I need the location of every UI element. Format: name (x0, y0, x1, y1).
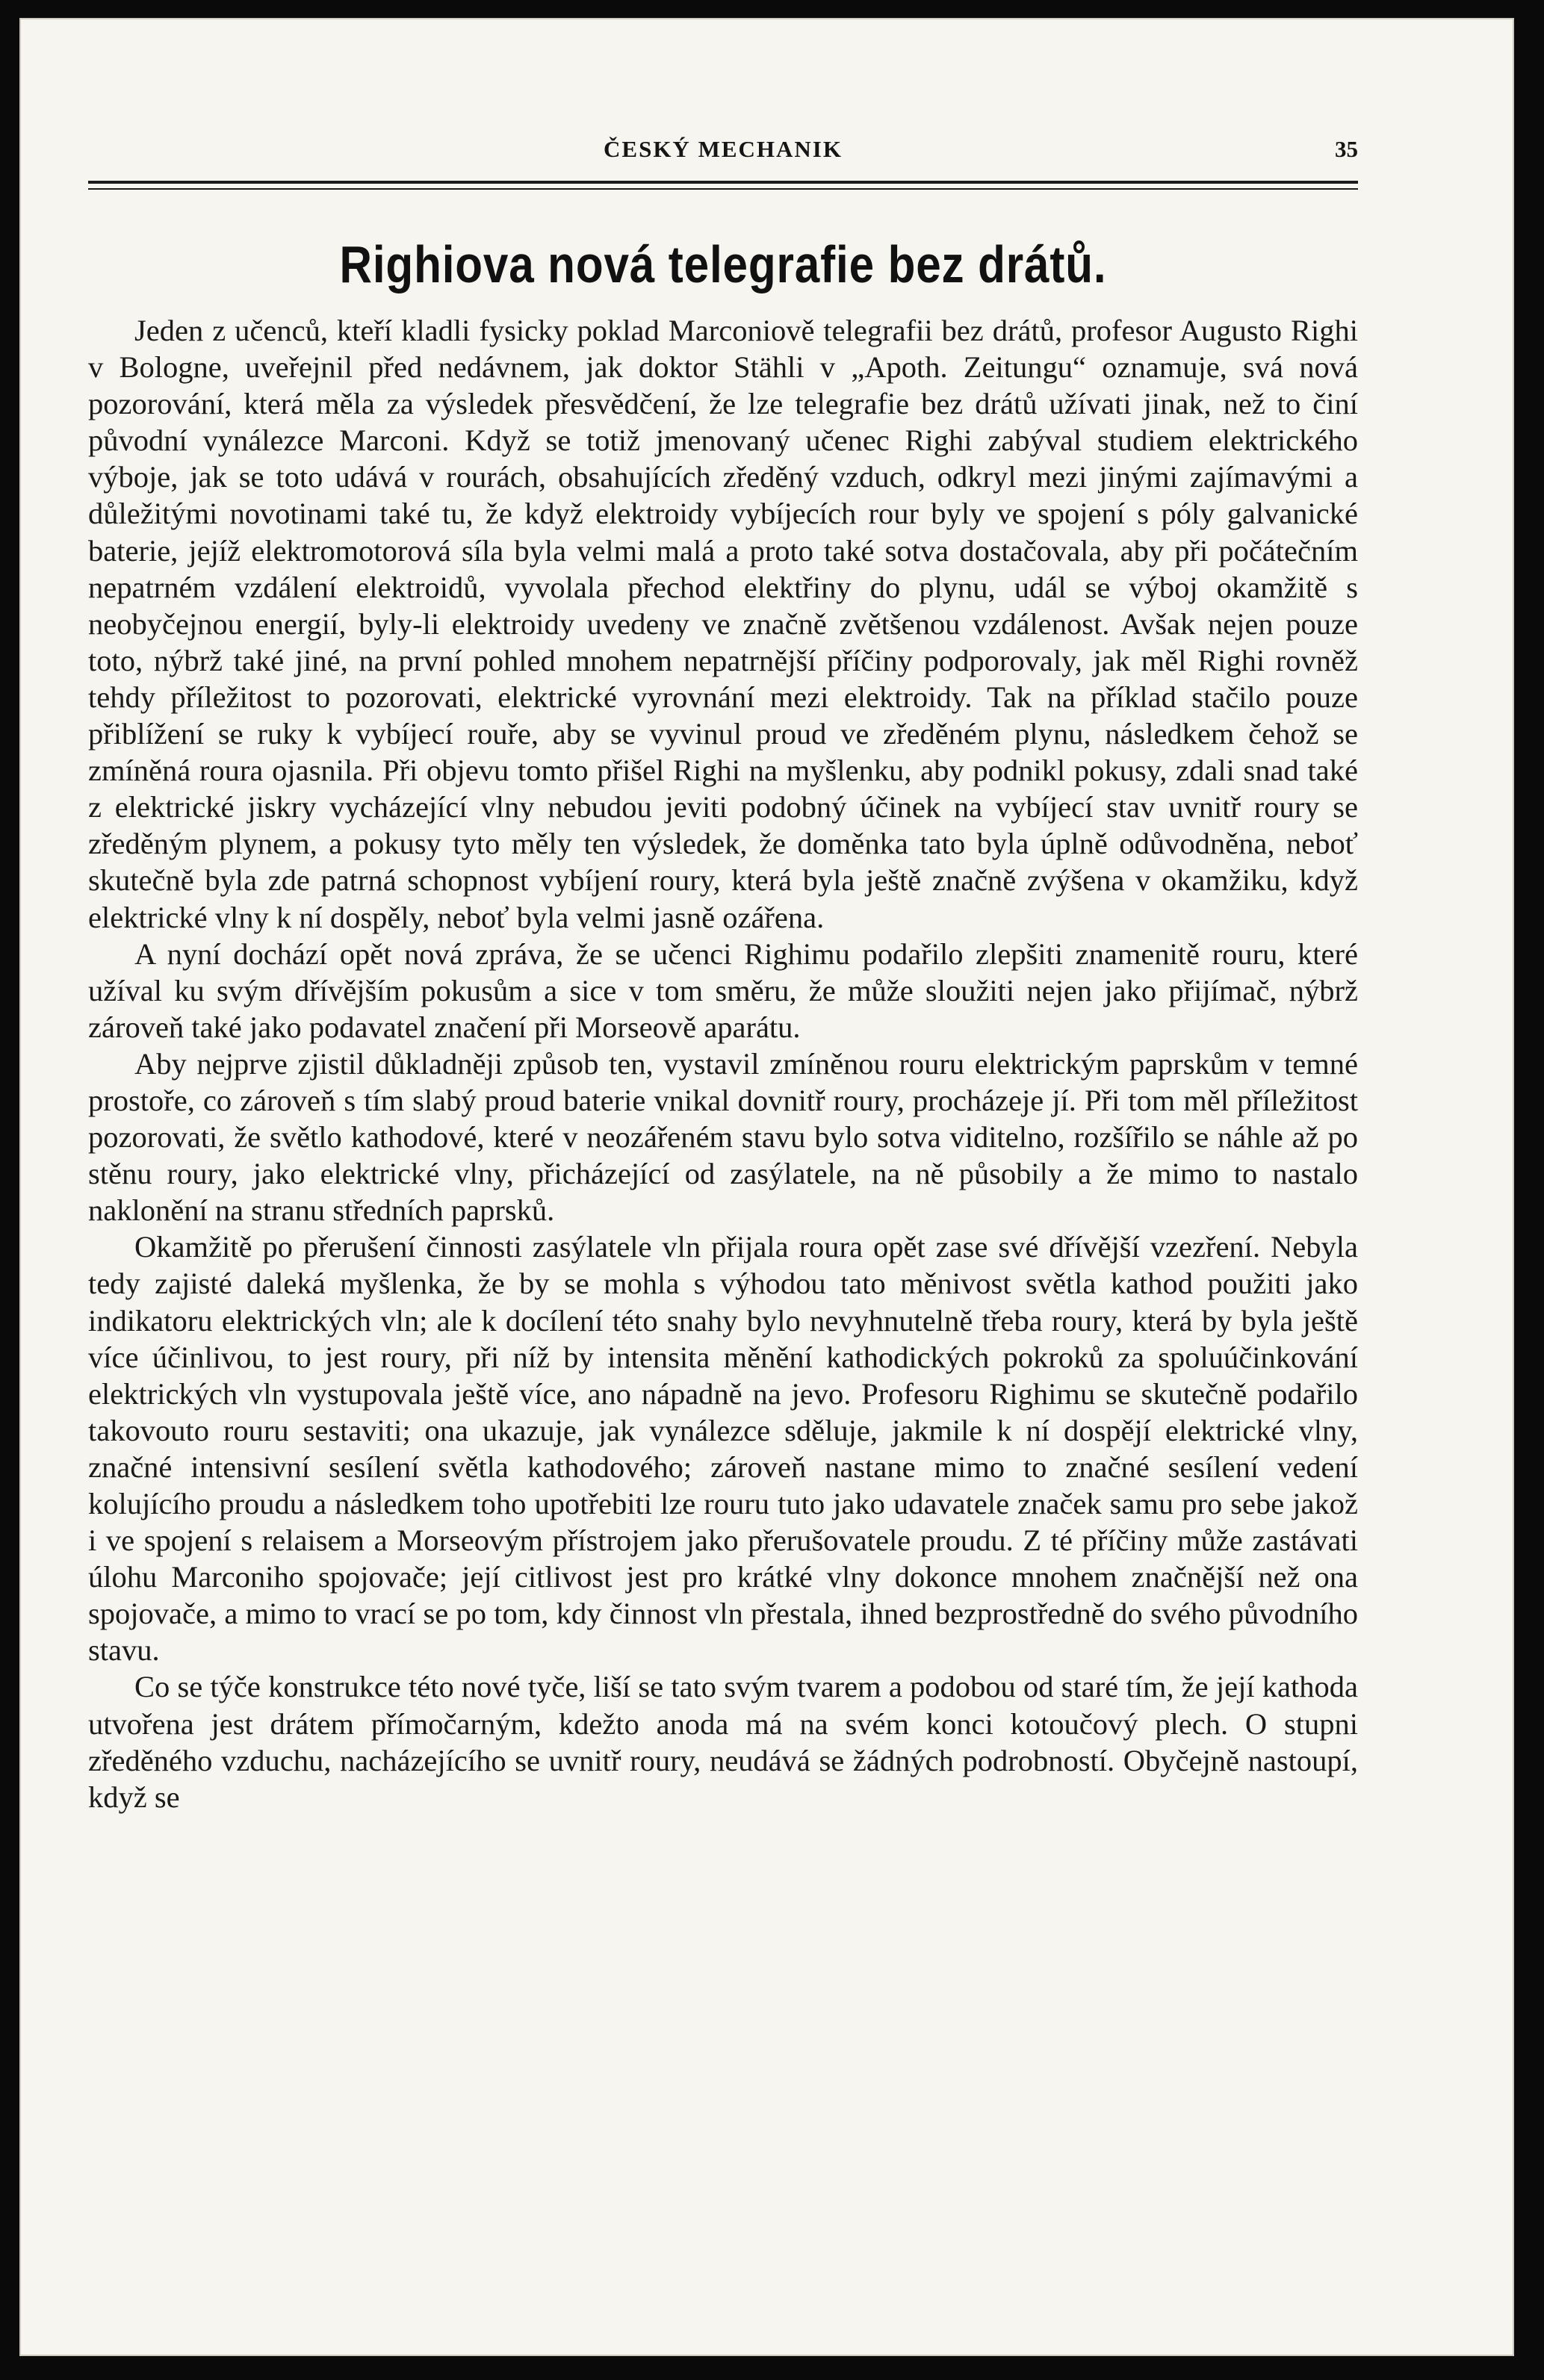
header-rule-thick (88, 181, 1358, 184)
running-title: ČESKÝ MECHANIK (604, 136, 843, 162)
paragraph: Jeden z učenců, kteří kladli fysicky poklad Marconiově telegrafii bez drátů, profesor Augusto Righi v Bologne, uveřejnil před nedávnem, jak doktor Stähli v „Apoth. Zeitungu“ oznamuje, svá nová pozorování, která měla za výsledek přesvědčení, že lze telegrafie bez drátů užívati jinak, než to činí původní vynálezce Marconi. Když se totiž jmenovaný učenec Righi zabýval studiem elektrického výboje, jak se toto udává v rourách, obsahujících zředěný vzduch, odkryl mezi jinými zajímavými a důležitými novotinami také tu, že když elektroidy vybíjecích rour byly ve spojení s póly galvanické baterie, jejíž elektromotorová síla byla velmi malá a proto také sotva dostačovala, aby při počátečním nepatrném vzdálení elektroidů, vyvolala přechod elektřiny do plynu, udál se výboj okamžitě s neobyčejnou energií, byly-li elektroidy uvedeny ve značně zvětšenou vzdálenost. Avšak nejen pouze toto, nýbrž také jiné, na první pohled mnohem nepatrnější příčiny podporovaly, jak měl Righi rovněž tehdy příležitost to pozorovati, elektrické vyrovnání mezi elektroidy. Tak na příklad stačilo pouze přiblížení se ruky k vybíjecí rouře, aby se vyvinul proud ve zředěném plynu, následkem čehož se zmíněná roura ojasnila. Při objevu tomto přišel Righi na myšlenku, aby podnikl pokusy, zdali snad také z elektrické jiskry vycházející vlny nebudou jeviti podobný účinek na vybíjecí stav uvnitř roury se zředěným plynem, a pokusy tyto měly ten výsledek, že doměnka tato byla úplně odůvodněna, neboť skutečně byla zde patrná schopnost vybíjení roury, která byla ještě značně zvýšena v okamžiku, když elektrické vlny k ní dospěly, neboť byla velmi jasně ozářena. (88, 314, 1358, 934)
article-title: Righiova nová telegrafie bez drátů. (339, 235, 1107, 293)
page-header (88, 136, 1358, 196)
paragraph: Aby nejprve zjistil důkladněji způsob ten, vystavil zmíněnou rouru elektrickým paprskům v temné prostoře, co zároveň s tím slabý proud baterie vnikal dovnitř roury, procházeje jí. Při tom měl příležitost pozorovati, že světlo kathodové, které v neozářeném stavu bylo sotva viditelno, rozšířilo se náhle až po stěnu roury, jako elektrické vlny, přicházející od zasýlatele, na ně působily a že mimo to nastalo naklonění na stranu středních paprsků. (88, 1046, 1358, 1228)
paragraph: Okamžitě po přerušení činnosti zasýlatele vln přijala roura opět zase své dřívější vzezření. Nebyla tedy zajisté daleká myšlenka, že by se mohla s výhodou tato měnivost světla kathod použiti jako indikatoru elektrických vln; ale k docílení této snahy bylo nevyhnutelně třeba roury, která by byla ještě více účinlivou, to jest roury, při níž by intensita měnění kathodických pokroků za spoluúčinkování elektrických vln vystupovala ještě více, ano nápadně na jevo. Profesoru Righimu se skutečně podařilo takovouto rouru sestaviti; ona ukazuje, jak vynálezce sděluje, jakmile k ní dospějí elektrické vlny, značné intensivní sesílení světla kathodového; zároveň nastane mimo to značné sesílení vedení kolujícího proudu a následkem toho upotřebiti lze rouru tuto jako udavatele značek samu pro sebe jakož i ve spojení s relaisem a Morseovým přístrojem jako přerušovatele proudu. Z té příčiny může zastávati úlohu Marconiho spojovače; její citlivost jest pro krátké vlny dokonce mnohem značnější než ona spojovače, a mimo to vrací se po tom, kdy činnost vln přestala, ihned bezprostředně do svého původního stavu. (88, 1230, 1358, 1668)
paragraph: A nyní dochází opět nová zpráva, že se učenci Righimu podařilo zlepšiti znamenitě rouru, které užíval ku svým dřívějším pokusům a sice v tom směru, že může sloužiti nejen jako přijímač, nýbrž zároveň také jako podavatel značení při Morseově aparátu. (88, 936, 1358, 1044)
paragraph: Co se týče konstrukce této nové tyče, liší se tato svým tvarem a podobou od staré tím, že její kathoda utvořena jest drátem přímočarným, kdežto anoda má na svém konci kotoučový plech. O stupni zředěného vzduchu, nacházejícího se uvnitř roury, neudává se žádných podrobností. Obyčejně nastoupí, když se (88, 1670, 1358, 1814)
book-page (19, 18, 1514, 2356)
page-number: 35 (1335, 136, 1358, 162)
article-body (88, 312, 1358, 1815)
header-rule-thin (88, 188, 1358, 190)
